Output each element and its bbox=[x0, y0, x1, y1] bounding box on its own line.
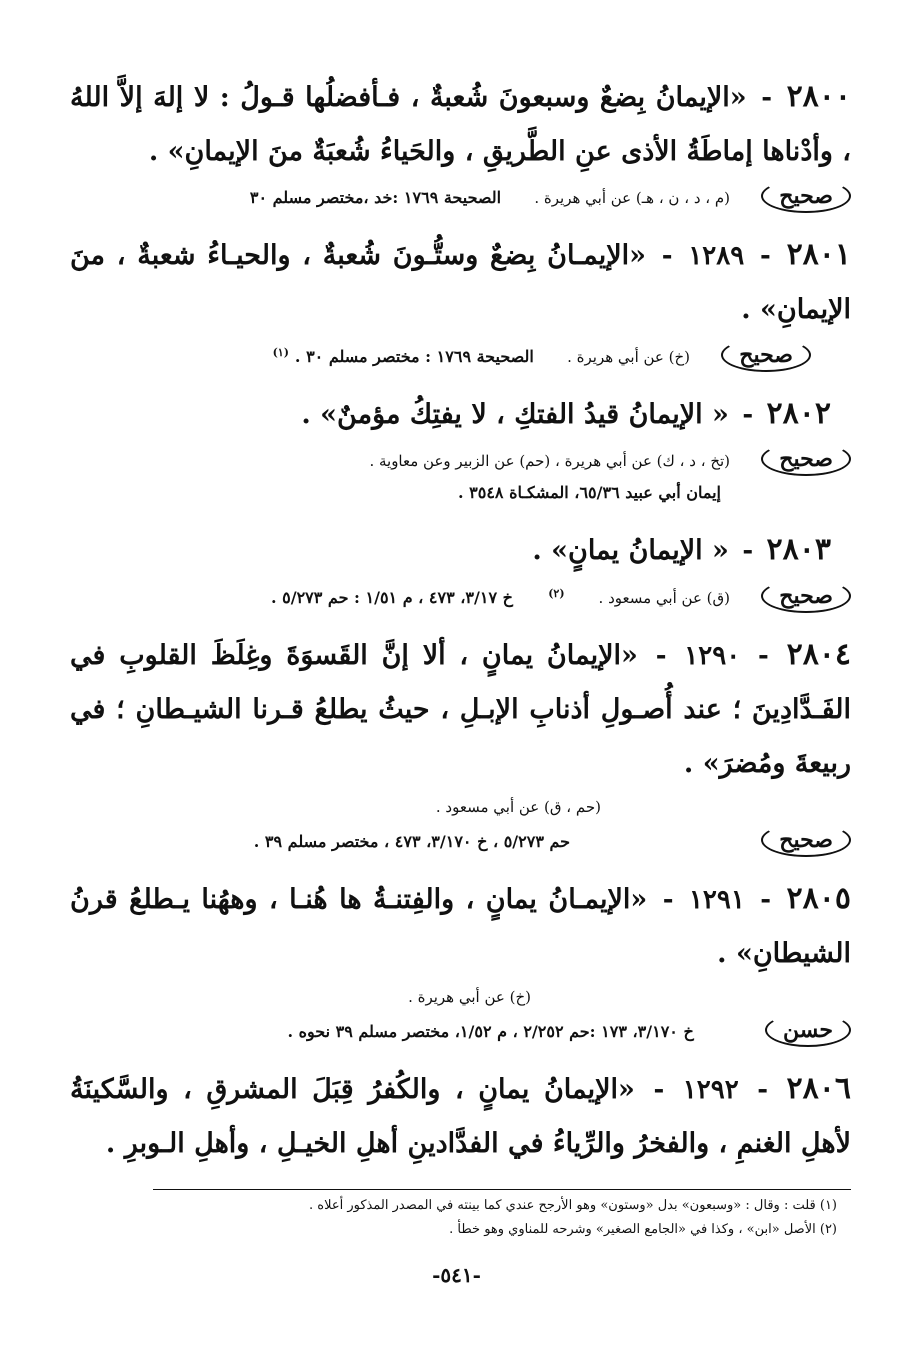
hadith-body: «الإيمانُ بِضعٌ وسبعونَ شُعبةٌ ، فـأفضلُها قـولُ : لا إلهَ إلاَّ اللهُ ، وأدْناها إماطَةُ الأذى عنِ الطَّريقِ ، والحَياءُ شُعبَةٌ منَ الإيمانِ» . bbox=[70, 82, 851, 167]
hadith-number: ٢٨٠٢ bbox=[766, 396, 831, 431]
source: (تخ ، د ، ك) عن أبي هريرة ، (حم) عن الزبير وعن معاوية . bbox=[369, 452, 731, 470]
source: (خ) عن أبي هريرة . bbox=[408, 988, 531, 1006]
hadith-reference bbox=[70, 179, 851, 214]
hadith-2801 bbox=[70, 228, 851, 373]
hadith-number: ٢٨٠٣ bbox=[766, 532, 831, 567]
footnote-1: (١) قلت : وقال : «وسبعون» بدل «وستون» وهو الأرجح عندي كما بينته في المصدر المذكور أعلاه . bbox=[309, 1198, 837, 1213]
footnote-marker: (٢) bbox=[548, 587, 565, 600]
references: إيمان أبي عبيد ٦٥/٣٦، المشكـاة ٣٥٤٨ . bbox=[458, 483, 721, 502]
hadith-2802 bbox=[70, 387, 851, 509]
references: خ ٣/١٧، ٤٧٣ ، م ١/٥١ : حم ٥/٢٧٣ . bbox=[270, 588, 513, 607]
hadith-body: « الإيمانُ يمانٍ» . bbox=[532, 535, 729, 566]
source: (م ، د ، ن ، هـ) عن أبي هريرة . bbox=[534, 189, 731, 207]
hadith-text: ٢٨٠٣ - « الإيمانُ يمانٍ» . bbox=[532, 532, 831, 567]
grade-badge: صحيح bbox=[721, 338, 811, 372]
source: (حم ، ق) عن أبي مسعود . bbox=[435, 798, 601, 816]
chain-number: ١٢٩٢ bbox=[682, 1075, 739, 1105]
hadith-body: «الإيمانُ يمانٍ ، ألا إنَّ القَسوَةَ وغِلَظَ القلوبِ في الفَـدَّادِينَ ؛ عند أُصـولِ أذنابِ الإبـلِ ، حيثُ يطلعُ قـرنا الشيـطانِ ؛ في ربيعةَ ومُضرَ» . bbox=[70, 640, 851, 779]
hadith-text: ٢٨٠٤ - ١٢٩٠ - «الإيمانُ يمانٍ ، ألا إنَّ القَسوَةَ وغِلَظَ القلوبِ في الفَـدَّادِينَ ؛ عند أُصـولِ أذنابِ الإبـلِ ، حيثُ يطلعُ قـرنا الشيـطانِ ؛ في ربيعةَ ومُضرَ» . bbox=[70, 637, 852, 779]
chain-number: ١٢٩١ bbox=[688, 885, 745, 915]
grade-badge: صحيح bbox=[761, 823, 851, 857]
hadith-text: ٢٨٠١ - ١٢٨٩ - «الإيمـانُ بِضعٌ وستُّـونَ شُعبةٌ ، والحيـاءُ شعبةٌ ، منَ الإيمانِ» . bbox=[70, 237, 852, 325]
hadith-grade-row bbox=[70, 1013, 851, 1048]
grade-badge: صحيح bbox=[761, 442, 851, 476]
hadith-text: ٢٨٠٢ - « الإيمانُ قيدُ الفتكِ ، لا يفتِكُ مؤمنٌ» . bbox=[301, 396, 831, 431]
hadith-grade-row bbox=[70, 823, 851, 858]
hadith-2805 bbox=[70, 872, 851, 1048]
hadith-2803 bbox=[70, 523, 851, 614]
hadith-number: ٢٨٠٥ bbox=[786, 881, 851, 916]
page-number: -٥٤١- bbox=[432, 1263, 481, 1287]
hadith-text: ٢٨٠٠ - «الإيمانُ بِضعٌ وسبعونَ شُعبةٌ ، فـأفضلُها قـولُ : لا إلهَ إلاَّ اللهُ ، وأدْناها إماطَةُ الأذى عنِ الطَّريقِ ، والحَياءُ شُعبَةٌ منَ الإيمانِ» . bbox=[70, 79, 852, 167]
references: خ ٣/١٧٠، ١٧٣ :حم ٢/٢٥٢ ، م ١/٥٢، مختصر مسلم ٣٩ نحوه . bbox=[287, 1022, 694, 1041]
hadith-body: «الإيمـانُ يمانٍ ، والفِتنـةُ ها هُنـا ، وههُنا يـطلعُ قرنُ الشيطانِ» . bbox=[70, 884, 851, 969]
references: الصحيحة ١٧٦٩ : مختصر مسلم ٣٠ . bbox=[294, 347, 534, 366]
hadith-reference bbox=[70, 578, 851, 614]
hadith-source-row bbox=[70, 981, 851, 1013]
footnote-2: (٢) الأصل «ابن» ، وكذا في «الجامع الصغير» وشرحه للمناوي وهو خطأ . bbox=[449, 1222, 837, 1237]
grade-badge: صحيح bbox=[761, 579, 851, 613]
grade-badge: صحيح bbox=[761, 179, 851, 213]
hadith-number: ٢٨٠٦ bbox=[786, 1071, 851, 1106]
hadith-2800 bbox=[70, 70, 851, 214]
hadith-text: ٢٨٠٦ - ١٢٩٢ - «الإيمانُ يمانٍ ، والكُفرُ قِبَلَ المشرقِ ، والسَّكينَةُ لأهلِ الغنمِ ، والفخرُ والرِّياءُ في الفدَّادينِ أهلِ الخيـلِ ، وأهلِ الـوبرِ . bbox=[70, 1071, 851, 1159]
source: (خ) عن أبي هريرة . bbox=[567, 348, 691, 366]
references: حم ٥/٢٧٣ ، خ ٣/١٧٠، ٤٧٣ ، مختصر مسلم ٣٩ . bbox=[253, 832, 571, 851]
hadith-reference bbox=[70, 337, 851, 373]
hadith-number: ٢٨٠٤ bbox=[786, 637, 852, 672]
hadith-number: ٢٨٠١ bbox=[786, 237, 852, 272]
grade-badge: حسن bbox=[765, 1013, 851, 1047]
footnote-divider bbox=[153, 1189, 851, 1190]
chain-number: ١٢٩٠ bbox=[684, 641, 741, 671]
footnotes bbox=[70, 1194, 851, 1242]
footnote-marker: (١) bbox=[272, 346, 289, 359]
hadith-reference bbox=[70, 442, 851, 477]
chain-number: ١٢٨٩ bbox=[688, 241, 745, 271]
hadith-body: «الإيمانُ يمانٍ ، والكُفرُ قِبَلَ المشرقِ ، والسَّكينَةُ لأهلِ الغنمِ ، والفخرُ والرِّياءُ في الفدَّادينِ أهلِ الخيـلِ ، وأهلِ الـوبرِ . bbox=[70, 1074, 851, 1159]
hadith-number: ٢٨٠٠ bbox=[786, 79, 852, 114]
hadith-2804 bbox=[70, 628, 851, 858]
hadith-body: «الإيمـانُ بِضعٌ وستُّـونَ شُعبةٌ ، والحيـاءُ شعبةٌ ، منَ الإيمانِ» . bbox=[70, 240, 851, 325]
hadith-2806 bbox=[70, 1062, 851, 1171]
hadith-text: ٢٨٠٥ - ١٢٩١ - «الإيمـانُ يمانٍ ، والفِتنـةُ ها هُنـا ، وههُنا يـطلعُ قرنُ الشيطانِ» . bbox=[70, 881, 851, 969]
hadith-reference bbox=[70, 791, 851, 823]
references: الصحيحة ١٧٦٩ :خد ،مختصر مسلم ٣٠ bbox=[249, 188, 502, 207]
source: (ق) عن أبي مسعود . bbox=[598, 589, 731, 607]
page-body bbox=[70, 70, 851, 1368]
hadith-body: « الإيمانُ قيدُ الفتكِ ، لا يفتِكُ مؤمنٌ» . bbox=[301, 399, 729, 430]
